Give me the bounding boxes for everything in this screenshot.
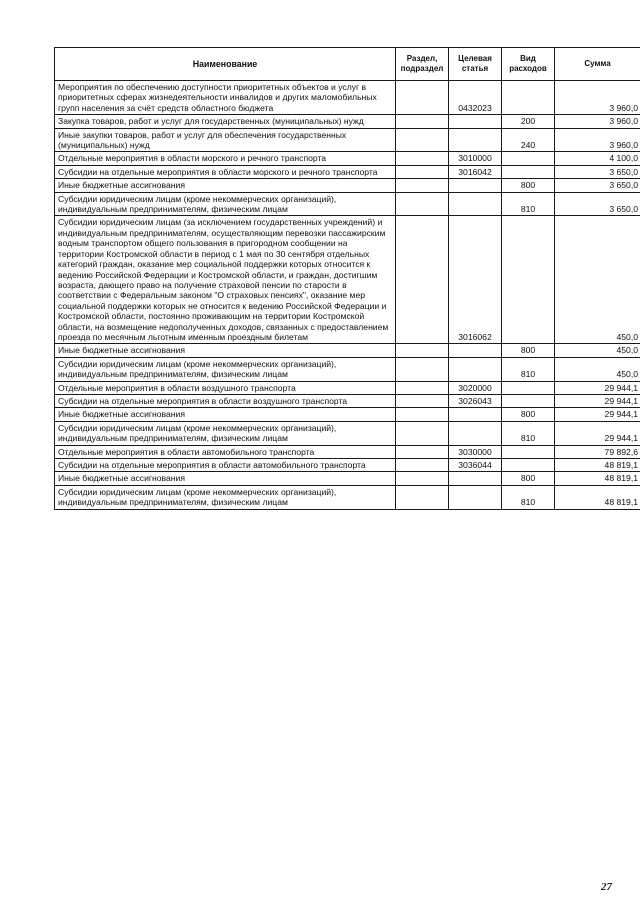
- cell-name: Субсидии юридическим лицам (кроме некоммерческих организаций), индивидуальным предпринимателям, физическим лицам: [55, 485, 396, 509]
- cell-expense: [502, 381, 555, 394]
- table-row: [55, 459, 640, 472]
- cell-sum: 3 650,0: [555, 165, 640, 178]
- cell-sum: 29 944,1: [555, 394, 640, 407]
- cell-section: [396, 485, 449, 509]
- table-row: [55, 128, 640, 152]
- cell-expense: 240: [502, 128, 555, 152]
- cell-sum: 3 960,0: [555, 115, 640, 128]
- cell-name: Отдельные мероприятия в области морского и речного транспорта: [55, 152, 396, 165]
- table-row: [55, 179, 640, 192]
- cell-sum: 3 650,0: [555, 192, 640, 216]
- cell-name: Субсидии юридическим лицам (за исключением государственных учреждений) и индивидуальным предпринимателям, осуществляющим перевозки пассажирским водным транспортом общего пользования в пригородном сообщении на территории Костромской области в период с 1 мая по 30 сентября отдельных категорий граждан, оказание мер социальной поддержки которых относится к ведению Российской Федерации и Костромской области, и граждан, достигшим возраста, дающего право на получение страховой пенсии по старости в соответствии с Федеральным законом "О страховых пенсиях", оказание мер социальной поддержки которых не относится к ведению Российской Федерации и Костромской области, постоянно проживающим на территории Костромской области, на возмещение недополученных доходов, связанных с предоставлением проезда по месячным льготным именным проездным билетам: [55, 216, 396, 344]
- cell-expense: 810: [502, 421, 555, 445]
- table-row: [55, 394, 640, 407]
- cell-sum: 450,0: [555, 357, 640, 381]
- cell-target: 3016062: [449, 216, 502, 344]
- cell-sum: 450,0: [555, 216, 640, 344]
- cell-target: 0432023: [449, 81, 502, 115]
- table-row: [55, 115, 640, 128]
- table-row: [55, 357, 640, 381]
- table-body: [55, 81, 640, 510]
- cell-section: [396, 115, 449, 128]
- cell-target: [449, 192, 502, 216]
- header-section: Раздел, подраздел: [396, 48, 449, 81]
- cell-target: [449, 179, 502, 192]
- cell-name: Субсидии на отдельные мероприятия в области морского и речного транспорта: [55, 165, 396, 178]
- cell-name: Иные бюджетные ассигнования: [55, 472, 396, 485]
- cell-sum: 79 892,6: [555, 445, 640, 458]
- cell-section: [396, 192, 449, 216]
- cell-section: [396, 421, 449, 445]
- cell-sum: 29 944,1: [555, 421, 640, 445]
- cell-target: 3020000: [449, 381, 502, 394]
- cell-target: 3026043: [449, 394, 502, 407]
- cell-section: [396, 216, 449, 344]
- cell-sum: 48 819,1: [555, 459, 640, 472]
- cell-sum: 29 944,1: [555, 408, 640, 421]
- cell-name: Закупка товаров, работ и услуг для государственных (муниципальных) нужд: [55, 115, 396, 128]
- cell-sum: 3 960,0: [555, 128, 640, 152]
- cell-expense: 810: [502, 192, 555, 216]
- page-number: 27: [601, 881, 612, 893]
- cell-name: Субсидии на отдельные мероприятия в области воздушного транспорта: [55, 394, 396, 407]
- table-row: [55, 421, 640, 445]
- cell-sum: 4 100,0: [555, 152, 640, 165]
- cell-target: [449, 485, 502, 509]
- cell-target: 3030000: [449, 445, 502, 458]
- table-row: [55, 216, 640, 344]
- cell-expense: [502, 459, 555, 472]
- cell-sum: 29 944,1: [555, 381, 640, 394]
- cell-section: [396, 408, 449, 421]
- cell-section: [396, 165, 449, 178]
- cell-name: Иные бюджетные ассигнования: [55, 408, 396, 421]
- cell-expense: [502, 81, 555, 115]
- cell-sum: 48 819,1: [555, 472, 640, 485]
- cell-name: Отдельные мероприятия в области автомобильного транспорта: [55, 445, 396, 458]
- cell-name: Мероприятия по обеспечению доступности приоритетных объектов и услуг в приоритетных сферах жизнедеятельности инвалидов и других маломобильных групп населения за счёт средств областного бюджета: [55, 81, 396, 115]
- table-row: [55, 165, 640, 178]
- cell-target: [449, 421, 502, 445]
- cell-name: Отдельные мероприятия в области воздушного транспорта: [55, 381, 396, 394]
- cell-section: [396, 128, 449, 152]
- cell-section: [396, 179, 449, 192]
- cell-expense: [502, 394, 555, 407]
- cell-target: [449, 344, 502, 357]
- cell-target: [449, 408, 502, 421]
- table-row: [55, 381, 640, 394]
- table-row: [55, 192, 640, 216]
- cell-section: [396, 381, 449, 394]
- cell-expense: 800: [502, 344, 555, 357]
- cell-target: 3016042: [449, 165, 502, 178]
- cell-expense: [502, 216, 555, 344]
- table-row: [55, 344, 640, 357]
- cell-section: [396, 472, 449, 485]
- cell-section: [396, 394, 449, 407]
- table-header-row: [55, 48, 640, 81]
- cell-section: [396, 344, 449, 357]
- cell-sum: 3 960,0: [555, 81, 640, 115]
- cell-expense: 810: [502, 357, 555, 381]
- cell-expense: 800: [502, 472, 555, 485]
- table-row: [55, 445, 640, 458]
- cell-target: [449, 357, 502, 381]
- cell-name: Субсидии юридическим лицам (кроме некоммерческих организаций), индивидуальным предпринимателям, физическим лицам: [55, 421, 396, 445]
- header-sum: Сумма: [555, 48, 640, 81]
- cell-section: [396, 459, 449, 472]
- cell-expense: 800: [502, 408, 555, 421]
- cell-name: Иные закупки товаров, работ и услуг для обеспечения государственных (муниципальных) нужд: [55, 128, 396, 152]
- cell-expense: 810: [502, 485, 555, 509]
- cell-name: Иные бюджетные ассигнования: [55, 344, 396, 357]
- cell-expense: 800: [502, 179, 555, 192]
- table-row: [55, 408, 640, 421]
- cell-section: [396, 357, 449, 381]
- cell-expense: [502, 165, 555, 178]
- cell-name: Субсидии на отдельные мероприятия в области автомобильного транспорта: [55, 459, 396, 472]
- cell-expense: [502, 152, 555, 165]
- cell-target: [449, 128, 502, 152]
- table-row: [55, 472, 640, 485]
- table-row: [55, 152, 640, 165]
- cell-expense: 200: [502, 115, 555, 128]
- cell-name: Иные бюджетные ассигнования: [55, 179, 396, 192]
- cell-target: 3036044: [449, 459, 502, 472]
- cell-sum: 450,0: [555, 344, 640, 357]
- cell-name: Субсидии юридическим лицам (кроме некоммерческих организаций), индивидуальным предпринимателям, физическим лицам: [55, 192, 396, 216]
- header-name: Наименование: [55, 48, 396, 81]
- cell-section: [396, 445, 449, 458]
- table-row: [55, 485, 640, 509]
- cell-name: Субсидии юридическим лицам (кроме некоммерческих организаций), индивидуальным предпринимателям, физическим лицам: [55, 357, 396, 381]
- header-target: Целевая статья: [449, 48, 502, 81]
- cell-sum: 3 650,0: [555, 179, 640, 192]
- cell-expense: [502, 445, 555, 458]
- cell-sum: 48 819,1: [555, 485, 640, 509]
- cell-target: 3010000: [449, 152, 502, 165]
- table-row: [55, 81, 640, 115]
- budget-table: [54, 47, 640, 510]
- cell-target: [449, 115, 502, 128]
- cell-target: [449, 472, 502, 485]
- cell-section: [396, 152, 449, 165]
- header-expense: Вид расходов: [502, 48, 555, 81]
- cell-section: [396, 81, 449, 115]
